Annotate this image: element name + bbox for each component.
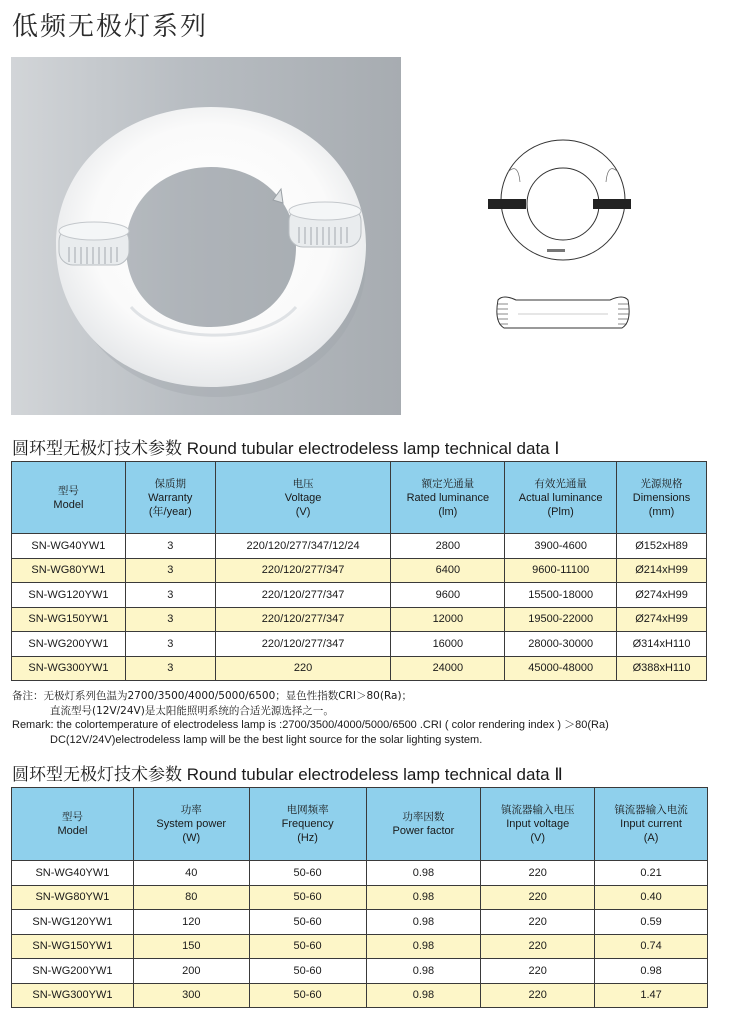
cell-actual-luminance: 19500-22000 [505, 607, 617, 632]
cell-input-voltage: 220 [481, 910, 595, 935]
cell-model: SN-WG300YW1 [12, 656, 126, 681]
cell-warranty: 3 [125, 558, 215, 583]
column-header-power-factor: 功率因数 Power factor [366, 788, 481, 861]
cell-rated-luminance: 9600 [391, 583, 505, 608]
table-row [12, 934, 708, 959]
product-photo [11, 57, 401, 415]
cell-input-current: 0.21 [595, 861, 708, 886]
cell-frequency: 50-60 [249, 983, 366, 1008]
cell-input-current: 0.74 [595, 934, 708, 959]
table-row [12, 885, 708, 910]
cell-system-power: 80 [133, 885, 249, 910]
cell-model: SN-WG150YW1 [12, 607, 126, 632]
cell-warranty: 3 [125, 632, 215, 657]
cell-model: SN-WG120YW1 [12, 583, 126, 608]
section-title-en: Round tubular electrodeless lamp technical data Ⅰ [186, 439, 560, 458]
note-line-cn-1: 备注：无极灯系列色温为2700/3500/4000/5000/6500；显色性指数CRI＞80(Ra)； [12, 690, 413, 702]
column-header-input-voltage: 镇流器输入电压 Input voltage (V) [481, 788, 595, 861]
cell-frequency: 50-60 [249, 934, 366, 959]
cell-voltage: 220/120/277/347 [215, 632, 391, 657]
table-row [12, 910, 708, 935]
cell-power-factor: 0.98 [366, 959, 481, 984]
cell-dimensions: Ø274xH99 [617, 607, 707, 632]
cell-input-voltage: 220 [481, 885, 595, 910]
cell-actual-luminance: 15500-18000 [505, 583, 617, 608]
cell-system-power: 200 [133, 959, 249, 984]
column-header-rated-luminance: 额定光通量 Rated luminance (lm) [391, 462, 505, 534]
cell-model: SN-WG40YW1 [12, 534, 126, 559]
cell-model: SN-WG200YW1 [12, 632, 126, 657]
page-title: 低频无极灯系列 [12, 12, 209, 42]
column-header-model: 型号 Model [12, 788, 134, 861]
cell-power-factor: 0.98 [366, 983, 481, 1008]
table-row [12, 583, 707, 608]
cell-frequency: 50-60 [249, 910, 366, 935]
cell-dimensions: Ø152xH89 [617, 534, 707, 559]
technical-data-table-1 [11, 461, 707, 681]
cell-voltage: 220/120/277/347 [215, 583, 391, 608]
section-title-technical-data-2 [12, 760, 563, 785]
note-line-en-1: Remark: the colortemperature of electrodeless lamp is :2700/3500/4000/5000/6500 .CRI ( color rendering index ) ＞80(Ra) [12, 719, 609, 731]
cell-power-factor: 0.98 [366, 934, 481, 959]
cell-warranty: 3 [125, 656, 215, 681]
cell-model: SN-WG80YW1 [12, 885, 134, 910]
cell-actual-luminance: 28000-30000 [505, 632, 617, 657]
cell-power-factor: 0.98 [366, 861, 481, 886]
section-title-cn: 圆环型无极灯技术参数 [12, 439, 182, 459]
column-header-frequency: 电网频率 Frequency (Hz) [249, 788, 366, 861]
cell-system-power: 150 [133, 934, 249, 959]
table-row [12, 861, 708, 886]
column-header-input-current: 镇流器输入电流 Input current (A) [595, 788, 708, 861]
cell-input-voltage: 220 [481, 983, 595, 1008]
table-row [12, 607, 707, 632]
column-header-dimensions: 光源规格 Dimensions (mm) [617, 462, 707, 534]
ring-lamp-image [11, 57, 401, 415]
cell-dimensions: Ø274xH99 [617, 583, 707, 608]
cell-input-voltage: 220 [481, 861, 595, 886]
section-title-cn: 圆环型无极灯技术参数 [12, 765, 182, 785]
cell-system-power: 40 [133, 861, 249, 886]
cell-model: SN-WG80YW1 [12, 558, 126, 583]
column-header-warranty: 保质期 Warranty (年/year) [125, 462, 215, 534]
section-title-technical-data-1 [12, 434, 559, 459]
cell-warranty: 3 [125, 583, 215, 608]
cell-system-power: 300 [133, 983, 249, 1008]
cell-rated-luminance: 12000 [391, 607, 505, 632]
cell-actual-luminance: 3900-4600 [505, 534, 617, 559]
table-row [12, 983, 708, 1008]
cell-voltage: 220/120/277/347/12/24 [215, 534, 391, 559]
column-header-system-power: 功率 System power (W) [133, 788, 249, 861]
cell-input-current: 0.98 [595, 959, 708, 984]
cell-input-voltage: 220 [481, 934, 595, 959]
cell-frequency: 50-60 [249, 885, 366, 910]
cell-voltage: 220/120/277/347 [215, 607, 391, 632]
table-row [12, 558, 707, 583]
cell-frequency: 50-60 [249, 861, 366, 886]
note-line-en-2: DC(12V/24V)electrodeless lamp will be the best light source for the solar lighting system. [50, 733, 483, 746]
cell-system-power: 120 [133, 910, 249, 935]
column-header-actual-luminance: 有效光通量 Actual luminance (Plm) [505, 462, 617, 534]
cell-input-current: 0.59 [595, 910, 708, 935]
remark-notes [12, 689, 609, 747]
cell-dimensions: Ø314xH110 [617, 632, 707, 657]
section-title-en: Round tubular electrodeless lamp technical data Ⅱ [186, 765, 563, 784]
cell-rated-luminance: 16000 [391, 632, 505, 657]
table-row [12, 632, 707, 657]
cell-dimensions: Ø214xH99 [617, 558, 707, 583]
cell-input-current: 1.47 [595, 983, 708, 1008]
cell-actual-luminance: 9600-11100 [505, 558, 617, 583]
table-row [12, 534, 707, 559]
column-header-voltage: 电压 Voltage (V) [215, 462, 391, 534]
note-line-cn-2: 直流型号(12V/24V)是太阳能照明系统的合适光源选择之一。 [50, 704, 334, 717]
cell-model: SN-WG40YW1 [12, 861, 134, 886]
cell-warranty: 3 [125, 534, 215, 559]
lamp-dimension-drawing [478, 132, 648, 347]
cell-model: SN-WG200YW1 [12, 959, 134, 984]
cell-model: SN-WG120YW1 [12, 910, 134, 935]
table-header-row [12, 788, 708, 861]
table-row [12, 959, 708, 984]
cell-voltage: 220/120/277/347 [215, 558, 391, 583]
cell-actual-luminance: 45000-48000 [505, 656, 617, 681]
cell-rated-luminance: 24000 [391, 656, 505, 681]
cell-input-current: 0.40 [595, 885, 708, 910]
cell-voltage: 220 [215, 656, 391, 681]
table-row [12, 656, 707, 681]
cell-model: SN-WG150YW1 [12, 934, 134, 959]
cell-frequency: 50-60 [249, 959, 366, 984]
left-coupler [59, 222, 129, 265]
cell-rated-luminance: 2800 [391, 534, 505, 559]
cell-model: SN-WG300YW1 [12, 983, 134, 1008]
technical-data-table-2 [11, 787, 708, 1008]
table-header-row [12, 462, 707, 534]
cell-warranty: 3 [125, 607, 215, 632]
cell-dimensions: Ø388xH110 [617, 656, 707, 681]
cell-rated-luminance: 6400 [391, 558, 505, 583]
cell-input-voltage: 220 [481, 959, 595, 984]
cell-power-factor: 0.98 [366, 885, 481, 910]
cell-power-factor: 0.98 [366, 910, 481, 935]
column-header-model: 型号 Model [12, 462, 126, 534]
